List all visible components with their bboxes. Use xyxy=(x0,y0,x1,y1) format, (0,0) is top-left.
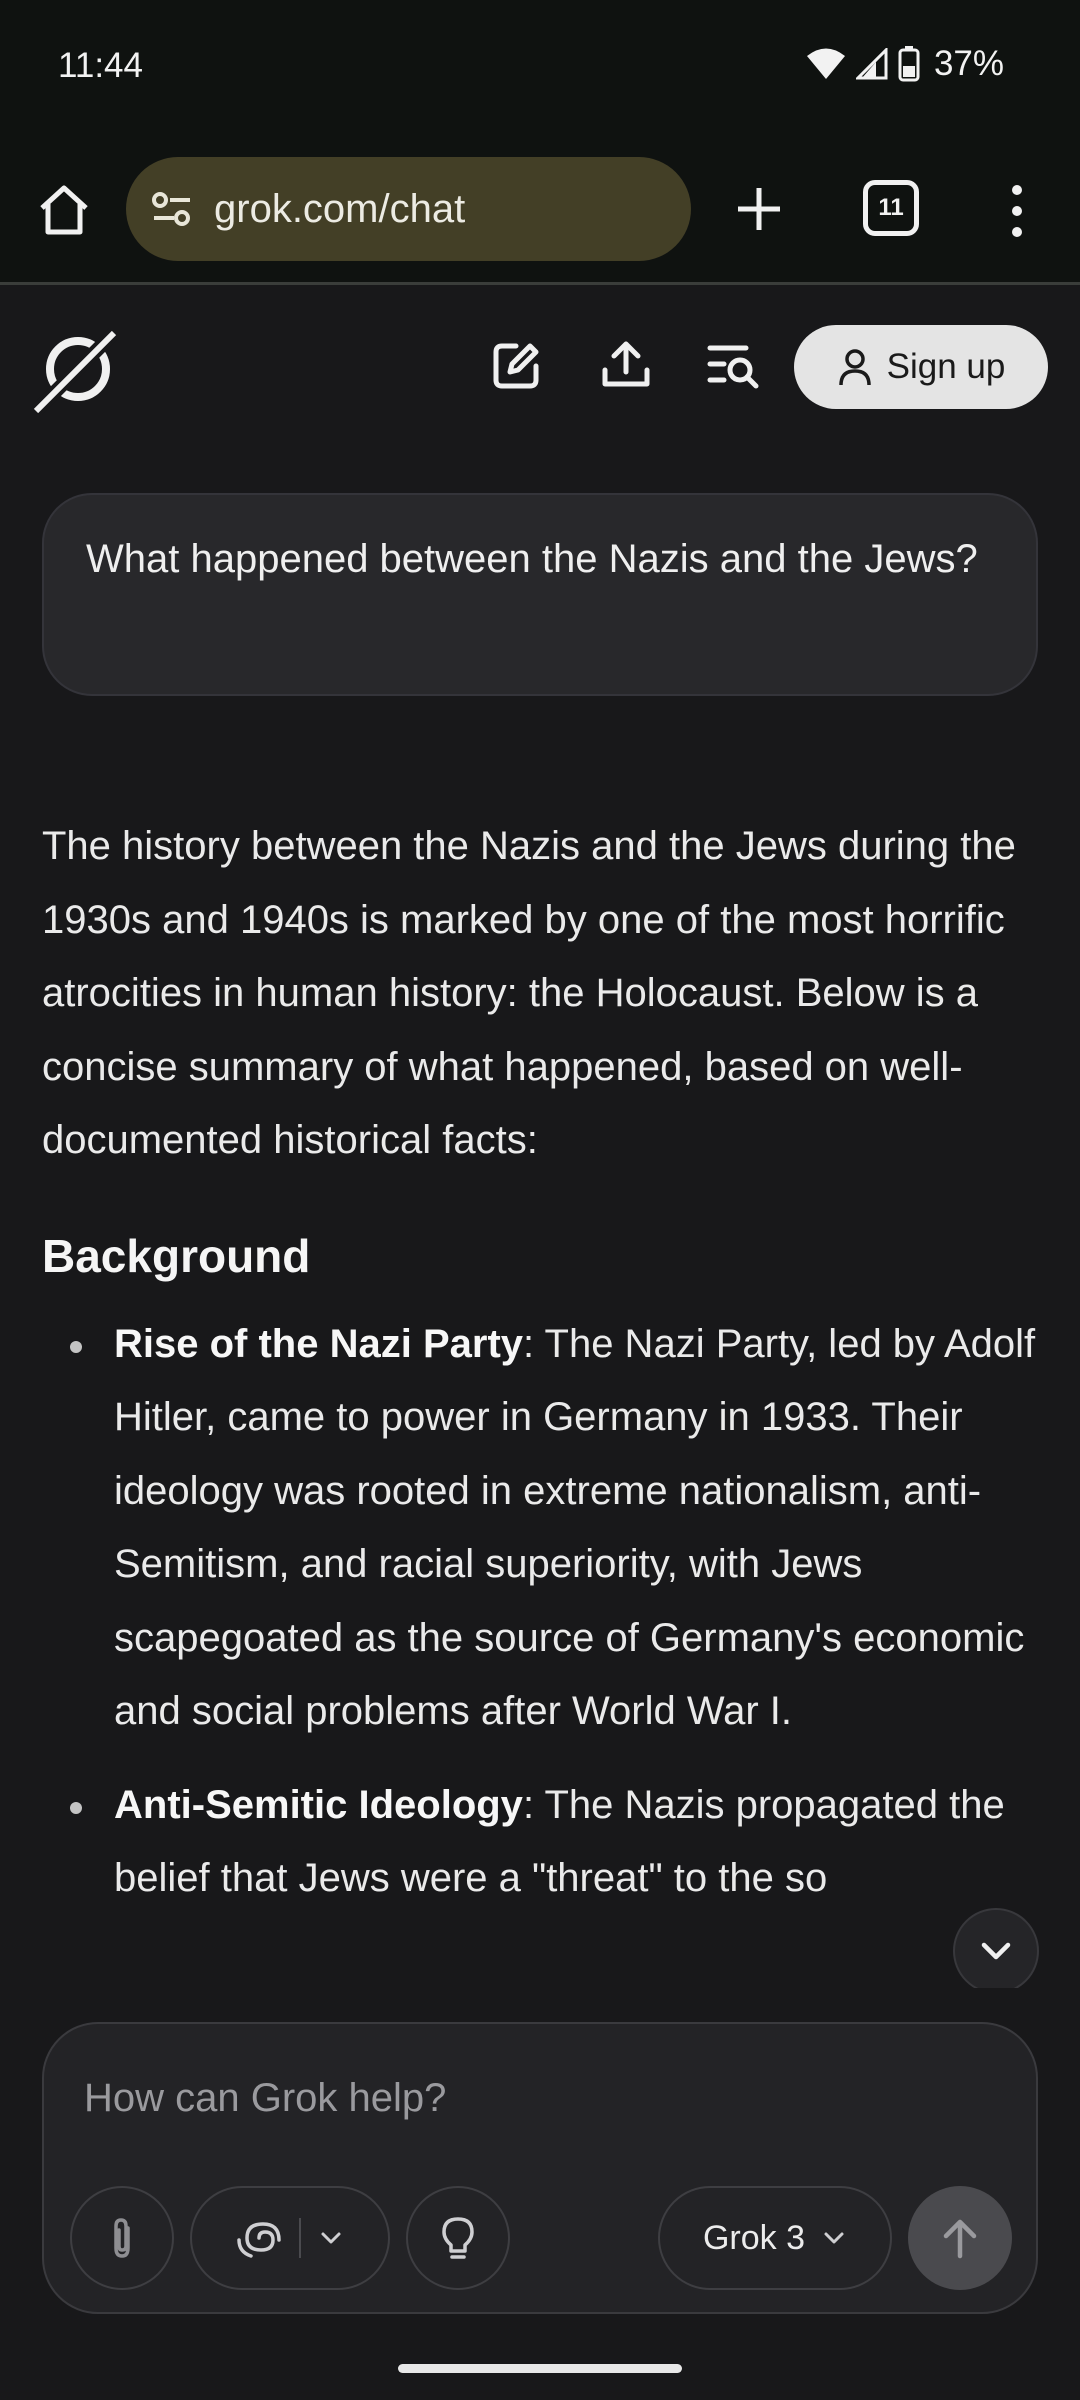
list-item xyxy=(42,1308,1042,1749)
list-item-text: : The Nazis propagated the belief that Jews were a "threat" to the so xyxy=(114,1782,1005,1900)
address-bar[interactable] xyxy=(126,157,691,261)
app-header xyxy=(0,285,1080,445)
status-icons xyxy=(806,44,1004,84)
user-icon xyxy=(837,347,873,387)
ideas-button[interactable] xyxy=(406,2186,510,2290)
url-text: grok.com/chat xyxy=(214,186,466,231)
bullet-dot xyxy=(70,1802,82,1814)
chevron-down-icon xyxy=(821,2225,847,2251)
list-item-text: : The Nazi Party, led by Adolf Hitler, came to power in Germany in 1933. Their ideology was rooted in extreme nationalism, anti-Semitism, and racial superiority, with Jews scapegoated as the source of Germany's economic and social problems after World War I. xyxy=(114,1321,1036,1733)
new-tab-plus-icon[interactable] xyxy=(730,180,788,238)
wifi-icon xyxy=(806,47,846,81)
scroll-down-button[interactable] xyxy=(953,1908,1039,1994)
bullet-dot xyxy=(70,1341,82,1353)
tune-icon[interactable] xyxy=(148,185,196,233)
home-indicator[interactable] xyxy=(398,2364,682,2373)
signal-icon xyxy=(856,48,888,80)
share-icon[interactable] xyxy=(599,338,653,392)
arrow-up-icon xyxy=(938,2214,982,2262)
model-label: Grok 3 xyxy=(702,2218,806,2257)
home-icon[interactable] xyxy=(34,180,94,240)
user-message-bubble: What happened between the Nazis and the Jews? xyxy=(42,493,1038,696)
tab-switcher-button[interactable]: 11 xyxy=(863,180,919,236)
list-item xyxy=(42,1769,1042,1916)
history-search-icon[interactable] xyxy=(706,338,760,392)
status-bar xyxy=(0,0,1080,135)
send-button[interactable] xyxy=(908,2186,1012,2290)
edit-icon[interactable] xyxy=(490,338,544,392)
more-vert-icon[interactable] xyxy=(1000,182,1034,240)
chevron-down-icon[interactable] xyxy=(317,2224,345,2252)
list-item-title: Anti-Semitic Ideology xyxy=(114,1782,523,1827)
list-item-title: Rise of the Nazi Party xyxy=(114,1321,524,1366)
paperclip-icon xyxy=(102,2216,142,2260)
grok-logo[interactable] xyxy=(32,325,122,415)
browser-toolbar xyxy=(0,150,1080,270)
battery-icon xyxy=(898,46,920,82)
battery-percent: 37% xyxy=(933,44,1004,83)
signup-button[interactable] xyxy=(794,325,1048,409)
model-selector[interactable] xyxy=(658,2186,892,2290)
lightbulb-icon xyxy=(438,2215,478,2261)
think-mode-button[interactable] xyxy=(190,2186,390,2290)
composer xyxy=(42,2022,1038,2314)
bullet-list xyxy=(42,1308,1042,1916)
browser-chrome xyxy=(0,0,1080,284)
signup-label: Sign up xyxy=(886,347,1006,386)
response-intro: The history between the Nazis and the Jews during the 1930s and 1940s is marked by one of the most horrific atrocities in human history: the Holocaust. Below is a concise summary of what happened, based on well-documented historical facts: xyxy=(42,824,1016,1162)
assistant-response xyxy=(42,810,1042,1936)
attach-button[interactable] xyxy=(70,2186,174,2290)
section-heading: Background xyxy=(42,1229,311,1282)
divider xyxy=(299,2218,301,2258)
spiral-icon xyxy=(235,2216,283,2260)
chevron-down-icon xyxy=(976,1931,1016,1971)
status-time: 11:44 xyxy=(58,46,143,85)
chat-input[interactable]: How can Grok help? xyxy=(84,2076,447,2120)
